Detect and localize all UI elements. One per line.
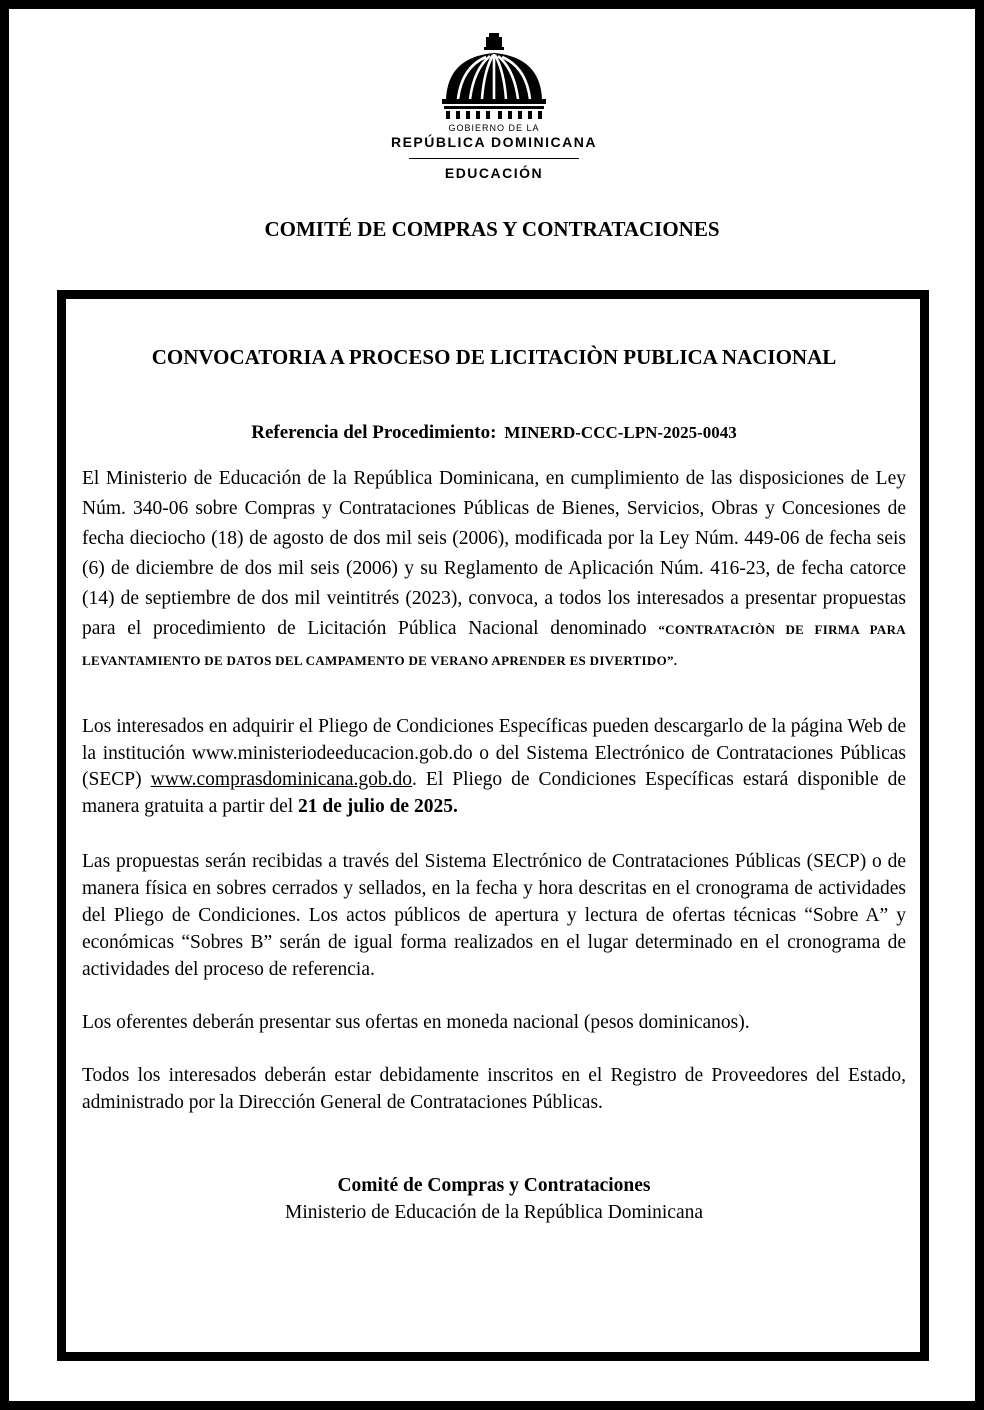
intro-paragraph [82, 464, 906, 676]
logo-line-gobierno: GOBIERNO DE LA [448, 123, 540, 133]
committee-header: COMITÉ DE COMPRAS Y CONTRATACIONES [264, 217, 720, 241]
logo-divider [409, 158, 579, 159]
notice-content [82, 299, 906, 1226]
signature-committee: Comité de Compras y Contrataciones [337, 1175, 651, 1196]
availability-date: 21 de julio de 2025. [298, 795, 458, 817]
registry-paragraph: Todos los interesados deberán estar debidamente inscritos en el Registro de Proveedores del Estado, administrado por la Dirección General de Contrataciones Públicas. [82, 1065, 906, 1113]
intro-text: El Ministerio de Educación de la República Dominicana, en cumplimiento de las disposiciones de Ley Núm. 340-06 sobre Compras y Contrataciones Públicas de Bienes, Servicios, Obras y Concesiones de fecha dieciocho (18) de agosto de dos mil seis (2006), modificada por la Ley Núm. 449-06 de fecha seis (6) de diciembre de dos mil seis (2006) y su Reglamento de Aplicación Núm. 416-23, de fecha catorce (14) de septiembre de dos mil veintitrés (2023), convoca, a todos los interesados a presentar propuestas para el procedimiento de Licitación Pública Nacional denominado [82, 468, 906, 639]
download-text-a: Los interesados en adquirir el Pliego de Condiciones Específicas pueden descargarlo de la página Web de la institución www.ministeriodeeducacion.gob.do o del Sistema Electrónico de Contrataciones Públicas (SECP) [82, 716, 906, 790]
notice-box [57, 290, 929, 1361]
ministry-logo [369, 31, 619, 211]
currency-paragraph: Los oferentes deberán presentar sus ofertas en moneda nacional (pesos dominicanos). [82, 1012, 750, 1033]
download-text-b: . El Pliego de Condiciones Específicas estará disponible de manera gratuita a partir del [82, 769, 907, 817]
signature-block [82, 1172, 906, 1226]
reference-code: MINERD-CCC-LPN-2025-0043 [504, 423, 737, 442]
logo-line-educacion: EDUCACIÓN [444, 165, 544, 181]
proposals-paragraph: Las propuestas serán recibidas a través del Sistema Electrónico de Contrataciones Públicas (SECP) o de manera física en sobres cerrados y sellados, en la fecha y hora descritas en el cronograma de actividades del Pliego de Condiciones. Los actos públicos de apertura y lectura de ofertas técnicas “Sobre A” y económicas “Sobres B” serán de igual forma realizados en el lugar determinado en el cronograma de actividades del proceso de referencia. [82, 851, 906, 980]
reference-label: Referencia del Procedimiento: [251, 422, 497, 443]
signature-ministry: Ministerio de Educación de la República Dominicana [284, 1202, 704, 1223]
procedure-reference [82, 422, 906, 444]
notice-title: CONVOCATORIA A PROCESO DE LICITACIÒN PUBLICA NACIONAL [151, 345, 837, 369]
download-paragraph [82, 714, 906, 820]
contract-name: “CONTRATACIÒN DE FIRMA PARA LEVANTAMIENTO DE DATOS DEL CAMPAMENTO DE VERANO APRENDER ES DIVERTIDO”. [82, 622, 906, 668]
page [9, 9, 975, 1401]
compras-link[interactable]: www.comprasdominicana.gob.do [150, 769, 413, 790]
dome-emblem-icon [434, 31, 554, 121]
logo-line-republica: REPÚBLICA DOMINICANA [390, 134, 598, 150]
